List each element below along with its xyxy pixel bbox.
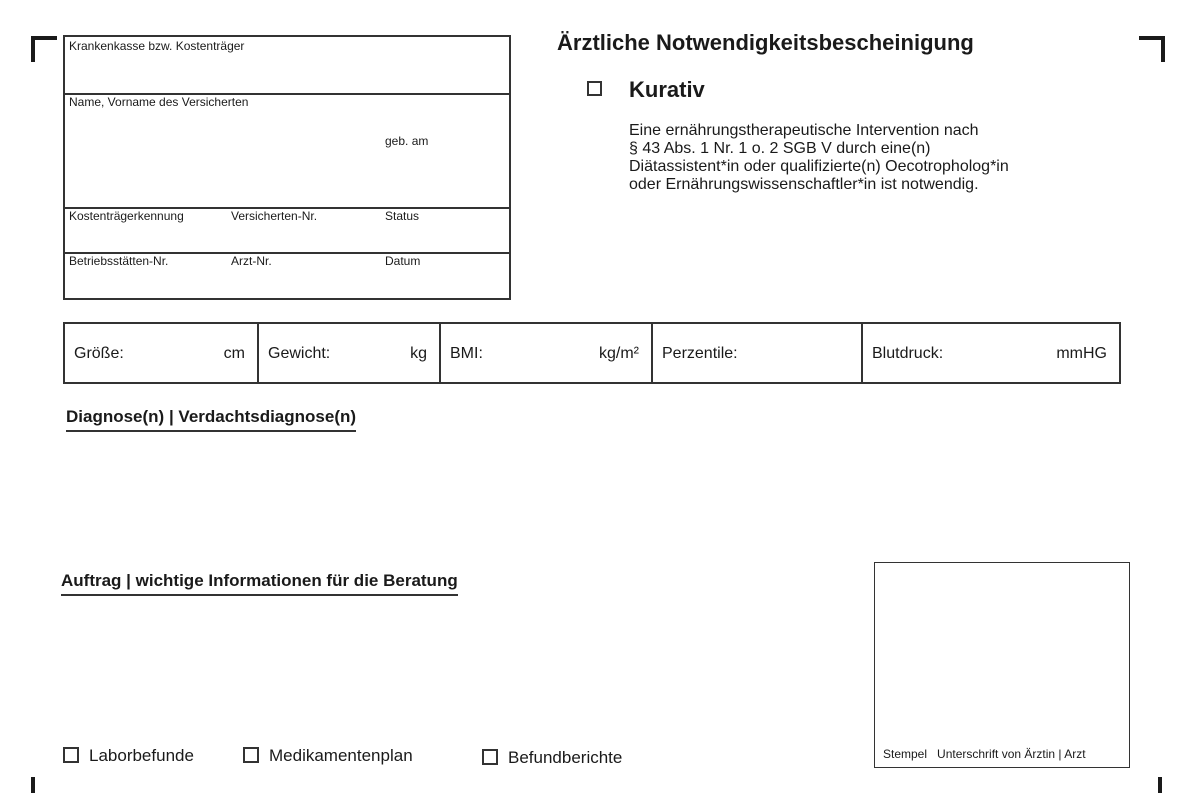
diagnosis-area[interactable] bbox=[63, 440, 863, 550]
stamp-signature-box[interactable] bbox=[874, 562, 1130, 768]
payer-id-row[interactable] bbox=[65, 207, 509, 254]
crop-mark-bottom-right bbox=[1158, 777, 1162, 793]
percentile-field[interactable] bbox=[653, 324, 863, 382]
date-label: Datum bbox=[385, 254, 421, 268]
blood-pressure-field[interactable] bbox=[863, 324, 1119, 382]
weight-label: Gewicht: bbox=[268, 345, 331, 362]
insurer-label: Krankenkasse bzw. Kostenträger bbox=[69, 39, 245, 53]
weight-field[interactable] bbox=[259, 324, 441, 382]
weight-unit: kg bbox=[410, 345, 427, 362]
medication-plan-label: Medikamentenplan bbox=[269, 746, 413, 765]
insurer-field[interactable] bbox=[65, 37, 509, 95]
bmi-label: BMI: bbox=[450, 345, 483, 362]
kurativ-description bbox=[629, 122, 1009, 194]
height-field[interactable] bbox=[65, 324, 259, 382]
patient-data-box bbox=[63, 35, 511, 300]
percentile-label: Perzentile: bbox=[662, 345, 738, 362]
kurativ-label: Kurativ bbox=[629, 77, 705, 102]
order-heading: Auftrag | wichtige Informationen für die Beratung bbox=[61, 571, 458, 596]
name-label: Name, Vorname des Versicherten bbox=[69, 95, 249, 109]
kurativ-text-line: oder Ernährungswissenschaftler*in ist notwendig. bbox=[629, 176, 979, 193]
reports-checkbox[interactable] bbox=[482, 749, 498, 765]
signature-label: Unterschrift von Ärztin | Arzt bbox=[937, 747, 1086, 761]
attachment-medication-plan[interactable] bbox=[243, 746, 413, 766]
stamp-label: Stempel bbox=[883, 747, 928, 761]
lab-results-label: Laborbefunde bbox=[89, 746, 194, 765]
attachment-reports[interactable] bbox=[482, 748, 622, 768]
birth-label: geb. am bbox=[385, 134, 429, 148]
site-no-row[interactable] bbox=[65, 252, 509, 298]
lab-results-checkbox[interactable] bbox=[63, 747, 79, 763]
medication-plan-checkbox[interactable] bbox=[243, 747, 259, 763]
height-label: Größe: bbox=[74, 345, 124, 362]
blood-pressure-unit: mmHG bbox=[1056, 345, 1107, 362]
stamp-footer bbox=[883, 747, 1086, 761]
insured-name-field[interactable] bbox=[65, 93, 509, 209]
page-title: Ärztliche Notwendigkeitsbescheinigung bbox=[557, 30, 974, 55]
site-no-label: Betriebsstätten-Nr. bbox=[69, 254, 169, 268]
kurativ-text-line: Eine ernährungstherapeutische Intervention nach bbox=[629, 122, 979, 139]
reports-label: Befundberichte bbox=[508, 748, 623, 767]
kurativ-text-line: § 43 Abs. 1 Nr. 1 o. 2 SGB V durch eine(n) bbox=[629, 140, 931, 157]
blood-pressure-label: Blutdruck: bbox=[872, 345, 944, 362]
crop-mark-top-right bbox=[1139, 36, 1165, 62]
crop-mark-bottom-left bbox=[31, 777, 35, 793]
crop-mark-top-left bbox=[31, 36, 57, 62]
order-area[interactable] bbox=[61, 604, 851, 734]
measurements-row bbox=[63, 322, 1121, 384]
diagnosis-heading: Diagnose(n) | Verdachtsdiagnose(n) bbox=[66, 407, 356, 432]
status-label: Status bbox=[385, 209, 420, 223]
kurativ-checkbox[interactable] bbox=[587, 81, 602, 96]
attachment-lab-results[interactable] bbox=[63, 746, 194, 766]
payer-id-label: Kostenträgerkennung bbox=[69, 209, 184, 223]
kurativ-text-line: Diätassistent*in oder qualifizierte(n) Oecotropholog*in bbox=[629, 158, 1009, 175]
insured-no-label: Versicherten-Nr. bbox=[231, 209, 318, 223]
bmi-field[interactable] bbox=[441, 324, 653, 382]
doctor-no-label: Arzt-Nr. bbox=[231, 254, 272, 268]
bmi-unit: kg/m² bbox=[599, 345, 639, 362]
height-unit: cm bbox=[223, 345, 245, 362]
